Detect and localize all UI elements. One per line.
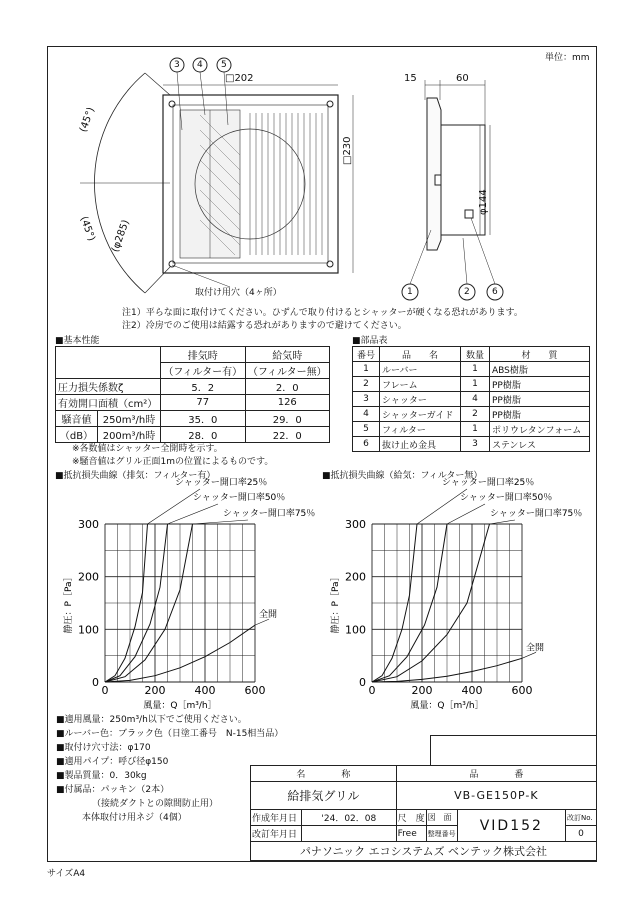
series-label: シャッター開口率75％ [223,509,316,519]
callout-3: 3 [174,60,180,70]
series-label: 全開 [259,610,278,621]
x-tick-label: 400 [194,684,216,697]
part-qty: 4 [461,392,490,407]
part-no: 3 [353,392,380,407]
dim-45-bottom: (45°) [77,215,97,243]
part-name: フィルター [380,422,461,437]
product-number: VB-GE150P-K [396,782,596,810]
dim-202: □202 [225,73,254,84]
series-label: シャッター開口率50％ [460,493,553,503]
spec-item: ■製品質量：0．30kg [56,771,147,781]
title-block [250,765,597,861]
parts-header: 品 名 [380,347,461,362]
y-axis-label: 静圧：P［Pa］ [64,572,74,634]
title-block-blank [430,735,597,765]
y-tick-label: 100 [78,623,99,637]
spec-item: 本体取付け用ネジ（4個） [82,813,187,823]
part-name: 抜け止め金具 [380,437,461,452]
exhaust-header-1: 排気時 [161,347,245,363]
chart-1-title: ■抵抗損失曲線（排気：フィルター有） [55,471,216,481]
dim-45-top: (45°) [78,106,98,134]
side-view-drawing [395,70,535,300]
spec-item: ■適用パイプ：呼び径φ150 [56,757,169,767]
y-tick-label: 200 [345,570,366,584]
performance-table [55,346,330,443]
y-tick-label: 0 [359,676,366,689]
perf-note-2: ※騒音値はグリル正面1mの位置によるものです。 [72,457,274,467]
part-material: PP樹脂 [490,377,590,392]
revised-label: 改訂年月日 [251,826,302,842]
part-qty: 2 [461,407,490,422]
chart-exhaust [55,478,316,711]
chart-supply [322,478,587,711]
y-tick-label: 0 [92,676,99,689]
doc-number: VID152 [457,810,565,842]
parts-header: 材 質 [490,347,590,362]
row-supply: 2．0 [245,379,330,395]
series-leader-line [193,520,249,524]
series-leader-line [168,504,219,524]
part-qty: 1 [461,377,490,392]
series-label: シャッター開口率25％ [175,478,268,488]
part-name: シャッター [380,392,461,407]
part-no: 5 [353,422,380,437]
part-qty: 1 [461,422,490,437]
noise-supply: 22．0 [245,427,330,443]
performance-title: ■基本性能 [55,336,100,346]
spec-item: ■適用風量：250m³/h以下でご使用ください。 [56,715,247,725]
dim-144: φ144 [478,189,489,215]
parts-table [352,346,590,452]
noise-supply: 29．0 [245,411,330,427]
part-name: フレーム [380,377,461,392]
note-1: 注1）平らな面に取付けてください。ひずんで取り付けるとシャッターが硬くなる恐れがあります。 [122,308,523,318]
row-label: 圧力損失係数ζ [56,379,161,395]
callout-2: 2 [464,287,470,297]
front-view-drawing [60,55,380,300]
supply-header-1: 給気時 [245,347,330,363]
scale-value: Free [396,826,426,842]
exhaust-header-2: （フィルター有） [161,363,245,379]
spec-item: （接続ダクトとの隙間防止用） [92,799,219,809]
row-label: 有効開口面積（cm²） [56,395,161,411]
row-supply: 126 [245,395,330,411]
part-no: 4 [353,407,380,422]
part-material: ABS樹脂 [490,362,590,377]
x-tick-label: 600 [244,684,266,697]
series-leader-line [447,504,485,524]
dim-285: (φ285) [110,218,132,254]
callout-4: 4 [197,60,203,70]
x-axis-label: 風量：Q［m³/h］ [143,701,217,711]
size-label: サイズA4 [47,869,86,879]
callout-6: 6 [492,287,498,297]
y-axis-label: 静圧：P［Pa］ [331,572,341,634]
part-material: PP樹脂 [490,392,590,407]
part-no: 1 [353,362,380,377]
parts-header: 数量 [461,347,490,362]
noise-unit: （dB） [56,427,98,443]
y-tick-label: 300 [78,518,99,531]
row-exhaust: 5．2 [161,379,245,395]
series-label: 全開 [526,643,545,654]
scale-label: 尺 度 [396,810,426,826]
x-tick-label: 200 [144,684,166,697]
noise-cond: 250m³/h時 [97,411,160,427]
number-header: 品 番 [396,766,596,782]
note-2: 注2）冷房でのご使用は結露する恐れがありますので避けてください。 [122,321,407,331]
series-label: シャッター開口率50％ [193,493,286,503]
dim-15: 15 [404,73,417,84]
noise-cond: 200m³/h時 [97,427,160,443]
part-material: PP樹脂 [490,407,590,422]
spec-item: ■ルーバー色：ブラック色（日塗工番号 N-15相当品） [56,729,284,739]
noise-label: 騒音値 [56,411,98,427]
y-tick-label: 300 [345,518,366,531]
part-material: ポリウレタンフォーム [490,422,590,437]
part-no: 6 [353,437,380,452]
company-name: パナソニック エコシステムズ ベンテック株式会社 [251,842,597,861]
rev-number: 0 [566,826,597,842]
series-label: シャッター開口率75％ [490,509,583,519]
series-leader-line [490,520,516,524]
part-name: ルーバー [380,362,461,377]
part-qty: 1 [461,362,490,377]
name-header: 名 称 [251,766,397,782]
x-tick-label: 0 [368,684,376,697]
product-name: 給排気グリル [251,782,397,810]
x-tick-label: 200 [411,684,433,697]
dim-60: 60 [456,73,469,84]
perf-note-1: ※各数値はシャッター全開時を示す。 [72,444,223,454]
spec-item: ■付属品：パッキン（2本） [56,785,170,795]
part-no: 2 [353,377,380,392]
created-date: '24．02．08 [302,810,397,826]
part-material: ステンレス [490,437,590,452]
mount-hole-label: 取付け用穴（4ヶ所） [195,288,282,298]
noise-exhaust: 35．0 [161,411,245,427]
supply-header-2: （フィルター無） [245,363,330,379]
x-tick-label: 600 [511,684,533,697]
unit-label: 単位：mm [545,53,590,63]
ref-label: 整理番号 [426,826,457,842]
part-name: シャッターガイド [380,407,461,422]
callout-1: 1 [407,287,413,297]
revised-date [302,826,397,842]
dim-230: □230 [342,136,353,165]
parts-header: 番号 [353,347,380,362]
row-exhaust: 77 [161,395,245,411]
x-tick-label: 400 [461,684,483,697]
y-tick-label: 200 [78,570,99,584]
x-tick-label: 0 [101,684,109,697]
part-qty: 3 [461,437,490,452]
series-label: シャッター開口率25％ [442,478,535,488]
callout-5: 5 [221,60,227,70]
noise-exhaust: 28．0 [161,427,245,443]
created-label: 作成年月日 [251,810,302,826]
rev-label: 改訂No. [566,810,597,826]
y-tick-label: 100 [345,623,366,637]
drawing-label: 図 面 [426,810,457,826]
chart-2-title: ■抵抗損失曲線（給気：フィルター無） [322,471,483,481]
parts-title: ■部品表 [352,336,388,346]
spec-item: ■取付け穴寸法：φ170 [56,743,151,753]
x-axis-label: 風量：Q［m³/h］ [410,701,484,711]
